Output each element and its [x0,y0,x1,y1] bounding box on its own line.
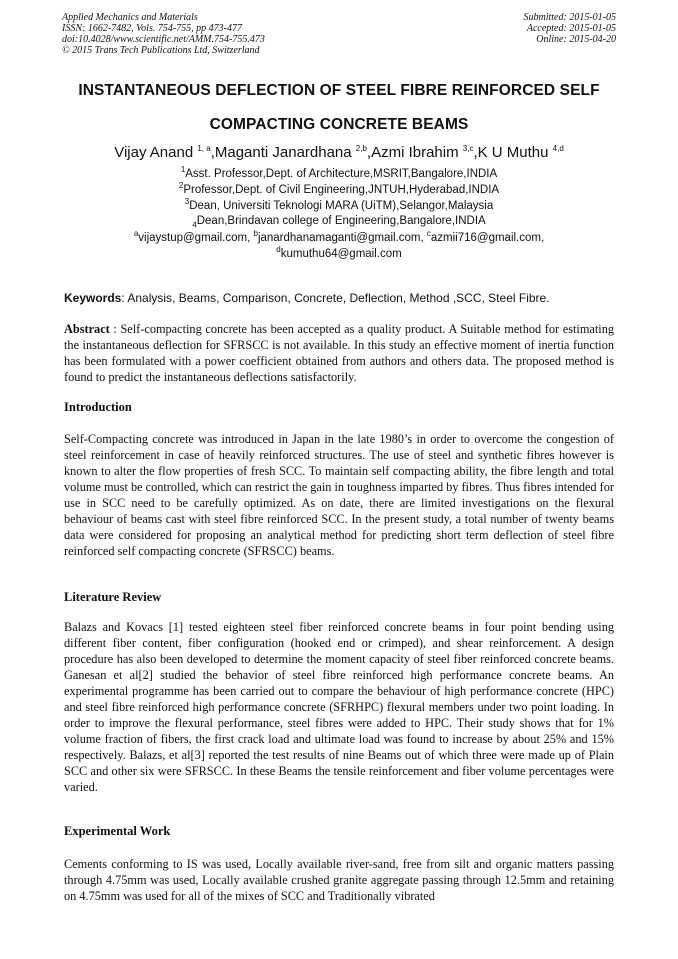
section-heading-literature-review: Literature Review [64,590,162,604]
email-mark: c [426,229,431,239]
journal-line: ISSN: 1662-7482, Vols. 754-755, pp 473-477 [62,23,242,34]
author-name: Vijay Anand [114,144,198,161]
affiliation-2 [40,183,638,197]
author-name: ,K U Muthu [473,144,553,161]
experimental-work-text: Cements conforming to IS was used, Locally available river-sand, free from silt and organic matters passing through 4.75mm was used, Locally available crushed granite aggregate passing through 12.5mm and retaining on 4.75mm was used for all of the mixes of SCC and Traditionally vibrated [64,857,614,903]
date-line: Submitted: 2015-01-05 [523,12,616,23]
section-heading-introduction: Introduction [64,400,132,414]
affiliation-mark: 2 [178,181,184,191]
date-line: Online: 2015-04-20 [536,34,616,45]
affiliation-3 [40,199,638,213]
paper-title-line1: INSTANTANEOUS DEFLECTION OF STEEL FIBRE REINFORCED SELF [78,82,600,99]
journal-line: © 2015 Trans Tech Publications Ltd, Switzerland [62,45,260,56]
abstract [64,321,614,385]
author-mark: 3,c [462,144,474,153]
abstract-text: : Self-compacting concrete has been accepted as a quality product. A Suitable method for estimating the instantaneous deflection for SFRSCC is not available. In this study an effective moment of inertia function has been formulated with a power coefficient obtained from authors and others data. The proposed method is found to predict the instantaneous deflections satisfactorily. [64,322,614,384]
author-mark: 4,d [552,144,564,153]
section-heading-experimental-work: Experimental Work [64,824,171,838]
submission-dates [524,12,617,45]
email-mark: a [133,229,139,239]
email-line-2 [40,247,638,261]
email-line-1 [40,231,638,245]
affiliation-4 [40,214,638,228]
affiliation-text: Professor,Dept. of Civil Engineering,JNTUH,Hyderabad,INDIA [183,184,500,196]
paper-title-line2: COMPACTING CONCRETE BEAMS [209,116,469,133]
date-line: Accepted: 2015-01-05 [526,23,616,34]
literature-review-text: Balazs and Kovacs [1] tested eighteen steel fiber reinforced concrete beams in four point bending using different fiber content, fiber configuration (hooked end or crimped), and shear reinforcement. A design procedure has also been developed to determine the moment capacity of steel fiber reinforced concrete beams. Ganesan et al[2] studied the behavior of steel fibre reinforced high performance concrete beams. An experimental programme has been carried out to compare the behaviour of high performance concrete (HPC) and steel fibre reinforced high performance concrete (SFRHPC) flexural members under two point loading. In order to improve the flexural performance, steel fibres were added to HPC. Their study shows that for 1% volume fraction of fibers, the first crack load and ultimate load was found to increase by about 25% and 15% respectively. Balazs, et al[3] reported the test results of nine Beams out of which three were made up of Plain SCC and other six were SFRSCC. In these Beams the tensile reinforcement and fiber volume percentages were varied. [64,620,614,794]
introduction-text: Self-Compacting concrete was introduced in Japan in the late 1980’s in order to overcome the congestion of steel reinforcement in case of heavily reinforced structures. The use of steel and synthetic fibres however is known to alter the flow properties of fresh SCC. To maintain self compacting ability, the fibre length and total volume must be controlled, which can restrict the gain in toughness imparted by fibres. Thus fibres intended for use in SCC need to be carefully optimized. As on date, there are limited investigations on the flexural behaviour of beams cast with steel fibre reinforced SCC. In the present study, a total number of twenty beams data were considered for proposing an analytical method for predicting short term deflection of steel fibre reinforced self compacting concrete (SFRSCC) beams. [64,432,614,558]
keywords-text: : Analysis, Beams, Comparison, Concrete, Deflection, Method ,SCC, Steel Fibre. [121,291,550,305]
affiliation-text: Dean,Brindavan college of Engineering,Bangalore,INDIA [196,215,486,227]
author-name: ,Maganti Janardhana [210,144,356,161]
author-list [40,144,638,161]
email-mark: b [253,229,258,239]
author-name: ,Azmi Ibrahim [366,144,463,161]
affiliation-1 [40,167,638,181]
author-mark: 1, a [197,144,211,153]
affiliation-mark: 3 [184,197,190,207]
affiliation-mark: 4 [192,220,197,230]
affiliation-mark: 1 [180,165,186,175]
email-address[interactable]: janardhanamaganti@gmail.com, [257,232,427,244]
journal-line: Applied Mechanics and Materials [62,12,198,23]
keywords [64,291,624,305]
email-address[interactable]: kumuthu64@gmail.com [280,248,402,260]
email-address[interactable]: azmii716@gmail.com, [430,232,545,244]
keywords-label: Keywords [64,291,122,305]
affiliation-text: Asst. Professor,Dept. of Architecture,MSRIT,Bangalore,INDIA [185,168,498,180]
journal-info [62,12,265,56]
author-mark: 2,b [355,144,367,153]
abstract-label: Abstract [64,322,110,336]
affiliation-text: Dean, Universiti Teknologi MARA (UiTM),Selangor,Malaysia [189,200,494,212]
journal-line: doi:10.4028/www.scientific.net/AMM.754-755.473 [62,34,265,45]
email-mark: d [276,245,281,255]
email-address[interactable]: vijaystup@gmail.com, [138,232,254,244]
